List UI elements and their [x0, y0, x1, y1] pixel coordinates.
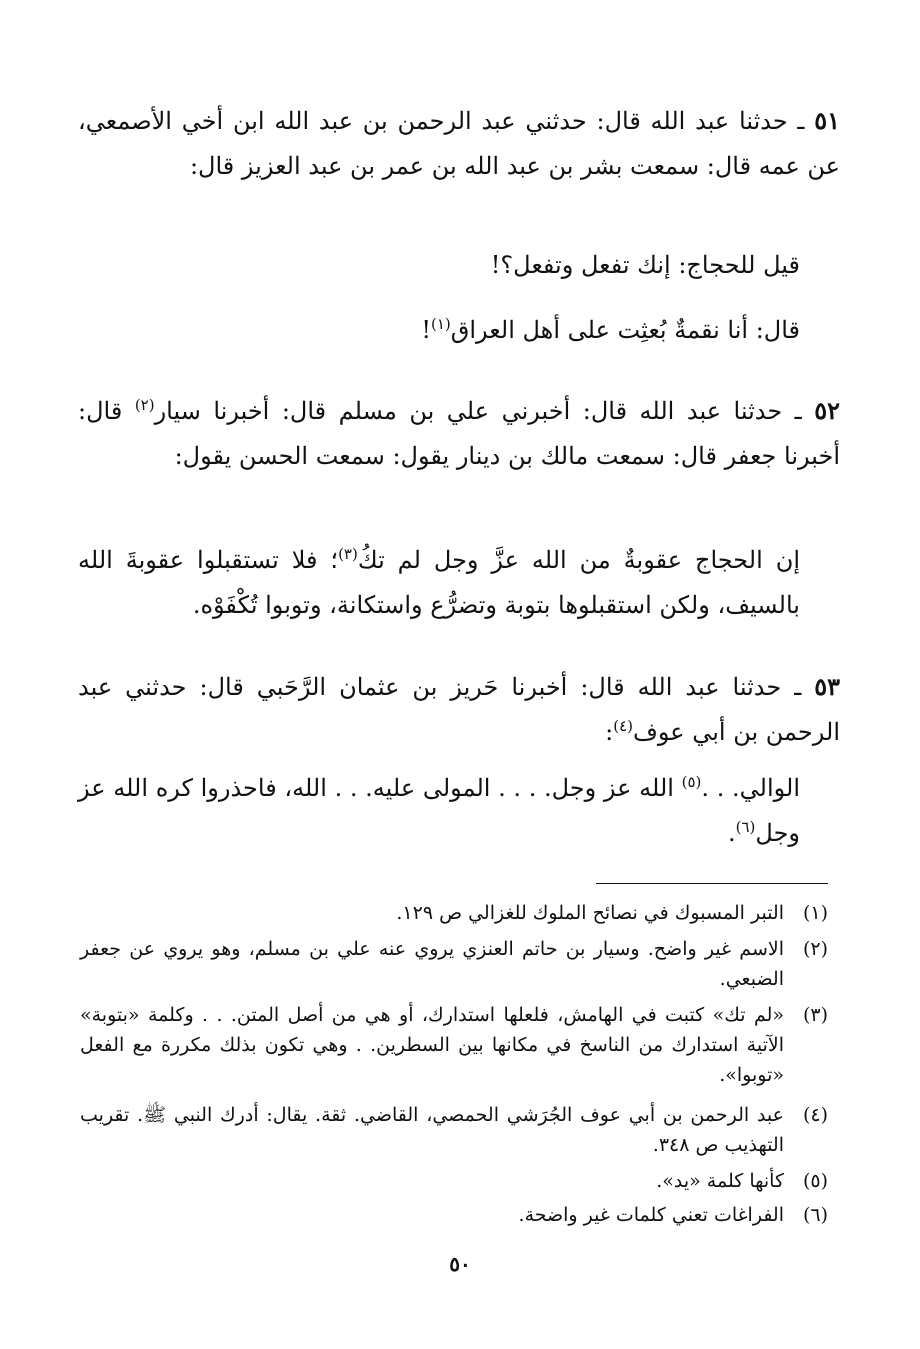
- matn-text: ؛ فلا تستقبلوا عقوبةَ الله بالسيف، ولكن استقبلوها بتوبة وتضرُّع واستكانة، وتوبوا تُكْفَوْه.: [78, 546, 800, 619]
- footnote-ref[interactable]: (٥): [681, 773, 702, 791]
- isnad-text: ـ حدثنا عبد الله قال: أخبرني علي بن مسلم قال: أخبرنا سيار: [154, 397, 815, 425]
- hadith-51-text: [78, 243, 840, 288]
- footnote-2: [80, 934, 828, 994]
- matn-line: قيل للحجاج: إنك تفعل وتفعل؟!: [490, 251, 800, 279]
- matn-text: إن الحجاج عقوبةٌ من الله عزَّ وجل لم تكُ: [357, 546, 800, 574]
- footnote-text: التبر المسبوك في نصائح الملوك للغزالي ص ١٢٩.: [396, 902, 784, 924]
- isnad-text: قال: أخبرنا جعفر قال: سمعت مالك بن دينار يقول: سمعت الحسن يقول:: [78, 397, 840, 470]
- hadith-53-isnad: ٥٣ ـ حدثنا عبد الله قال: أخبرنا حَريز بن عثمان الرَّحَبي قال: حدثني عبد الرحمن بن أبي عوف$^{(٤)}$:: [78, 672, 840, 746]
- footnote-4: [80, 1100, 828, 1160]
- footnote-number: (٦): [802, 1204, 828, 1226]
- footnote-ref[interactable]: (٣): [338, 545, 358, 563]
- footnote-text: الاسم غير واضح. وسيار بن حاتم العنزي يروي عنه علي بن مسلم، وهو يروي عن جعفر الضبعي.: [80, 938, 784, 990]
- footnote-3: [80, 1000, 828, 1090]
- hadith-number: ٥٢: [814, 396, 840, 425]
- footnote-1: [80, 898, 828, 928]
- footnote-number: (٣): [802, 1004, 828, 1026]
- matn-text: الله عز وجل. . . . المولى عليه. . . الله، فاحذروا كره الله عز وجل: [78, 774, 800, 847]
- matn-text: الوالي. . .: [701, 774, 800, 802]
- footnote-number: (٥): [802, 1170, 828, 1192]
- footnote-text: «لم تك» كتبت في الهامش، فلعلها استدارك، أو هي من أصل المتن. . . وكلمة «بتوبة» الآتية استدارك من الناسخ في مكانها بين السطرين. . وهي تكون بذلك مكررة مع الفعل «توبوا».: [80, 1004, 784, 1086]
- page-number: ٥٠: [449, 1252, 471, 1276]
- footnote-6: [80, 1200, 828, 1230]
- matn-line: قال: أنا نقمةٌ بُعثِت على أهل العراق: [450, 316, 800, 344]
- footnote-number: (٢): [802, 938, 828, 960]
- hadith-52-text: [78, 538, 840, 628]
- isnad-text: ـ حدثنا عبد الله قال: أخبرنا حَريز بن عثمان الرَّحَبي قال: حدثني عبد الرحمن بن أبي عوف: [78, 673, 840, 746]
- hadith-52-isnad: [78, 388, 840, 479]
- footnote-number: (٤): [802, 1104, 828, 1126]
- hadith-51-text-2: قال: أنا نقمةٌ بُعثِت على أهل العراق$^{(١)}$!: [421, 315, 800, 344]
- isnad-text: ـ حدثنا عبد الله قال: حدثني عبد الرحمن بن عبد الله ابن أخي الأصمعي، عن عمه قال: سمعت بشر بن عبد الله بن عمر بن عبد العزيز قال:: [78, 107, 840, 180]
- footnote-ref[interactable]: (٦): [735, 818, 756, 836]
- footnote-text: كأنها كلمة «يد».: [656, 1170, 784, 1192]
- footnote-ref[interactable]: (١): [430, 315, 451, 333]
- footnote-separator: [596, 883, 828, 884]
- footnote-text: عبد الرحمن بن أبي عوف الجُرَشي الحمصي، القاضي. ثقة. يقال: أدرك النبي ﷺ. تقريب التهذيب ص ٣٤٨.: [80, 1104, 784, 1156]
- footnote-text: الفراغات تعني كلمات غير واضحة.: [518, 1204, 784, 1226]
- footnote-5: [80, 1166, 828, 1196]
- hadith-53-text: الوالي. . .$^{(٥)}$ الله عز وجل. . . . المولى عليه. . . الله، فاحذروا كره الله عز وجل$^{(٦)}$.: [78, 773, 800, 847]
- hadith-number: ٥٣: [814, 672, 840, 701]
- footnote-ref[interactable]: (٤): [613, 717, 633, 735]
- footnote-ref[interactable]: (٢): [134, 396, 155, 414]
- hadith-number: ٥١: [814, 106, 840, 135]
- footnote-number: (١): [802, 902, 828, 924]
- hadith-51-isnad: [78, 98, 840, 189]
